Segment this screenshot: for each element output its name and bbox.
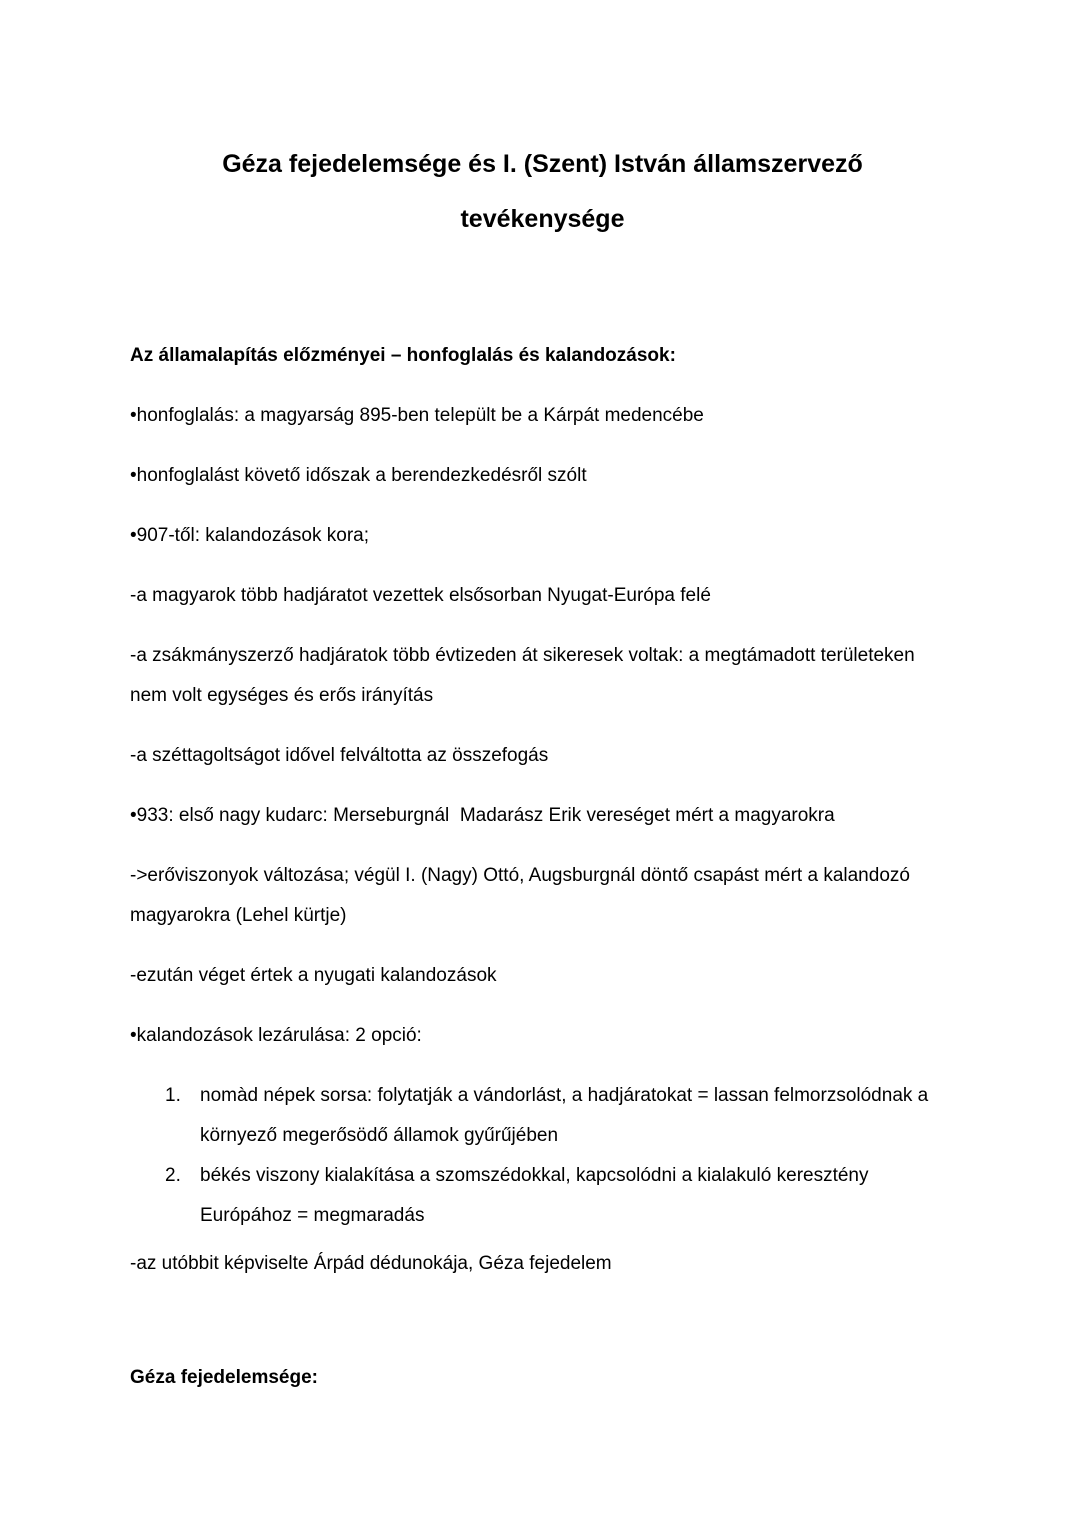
list-item-2 [165,1156,955,1236]
paragraph-honfoglalas: •honfoglalás: a magyarság 895-ben települt be a Kárpát medencébe [130,405,704,426]
paragraph-933-merseburg: •933: első nagy kudarc: Merseburgnál Madarász Erik vereséget mért a magyarokra [130,805,835,826]
paragraph-zsakmanyszerzo: -a zsákmányszerző hadjáratok több évtizeden át sikeresek voltak: a megtámadott területeken nem volt egységes és erős irányítás [130,645,920,706]
paragraph-nyugati-kalandozasok-vege: -ezután véget értek a nyugati kalandozások [130,965,497,986]
list-item-1-number: 1. [165,1085,181,1106]
paragraph-hadjaratok: -a magyarok több hadjáratot vezettek elsősorban Nyugat-Európa felé [130,585,711,606]
document-title-line-1: Géza fejedelemsége és I. (Szent) István államszervező [222,150,863,178]
paragraph-geza-dedunoka: -az utóbbit képviselte Árpád dédunokája, Géza fejedelem [130,1253,612,1274]
section-heading-state-founding: Az államalapítás előzményei – honfoglalás és kalandozások: [130,345,676,366]
paragraph-augsburg: ->erőviszonyok változása; végül I. (Nagy) Ottó, Augsburgnál döntő csapást mért a kalandozó magyarokra (Lehel kürtje) [130,865,916,926]
numbered-list [165,1076,955,1236]
paragraph-berendezkedes: •honfoglalást követő időszak a berendezkedésről szólt [130,465,587,486]
section-heading-geza-fejedelemsege: Géza fejedelemsége: [130,1367,318,1388]
paragraph-szettagoltsag: -a széttagoltságot idővel felváltotta az összefogás [130,745,549,766]
paragraph-2-opcio: •kalandozások lezárulása: 2 opció: [130,1025,422,1046]
list-item-2-text: békés viszony kialakítása a szomszédokkal, kapcsolódni a kialakuló keresztény Európához = megmaradás [200,1165,874,1226]
paragraph-907: •907-től: kalandozások kora; [130,525,370,546]
document-title [130,137,955,247]
list-item-1 [165,1076,955,1156]
document-title-line-2: tevékenysége [460,205,625,233]
list-item-2-number: 2. [165,1165,181,1186]
list-item-1-text: nomàd népek sorsa: folytatják a vándorlást, a hadjáratokat = lassan felmorzsolódnak a környező megerősödő államok gyűrűjében [200,1085,934,1146]
